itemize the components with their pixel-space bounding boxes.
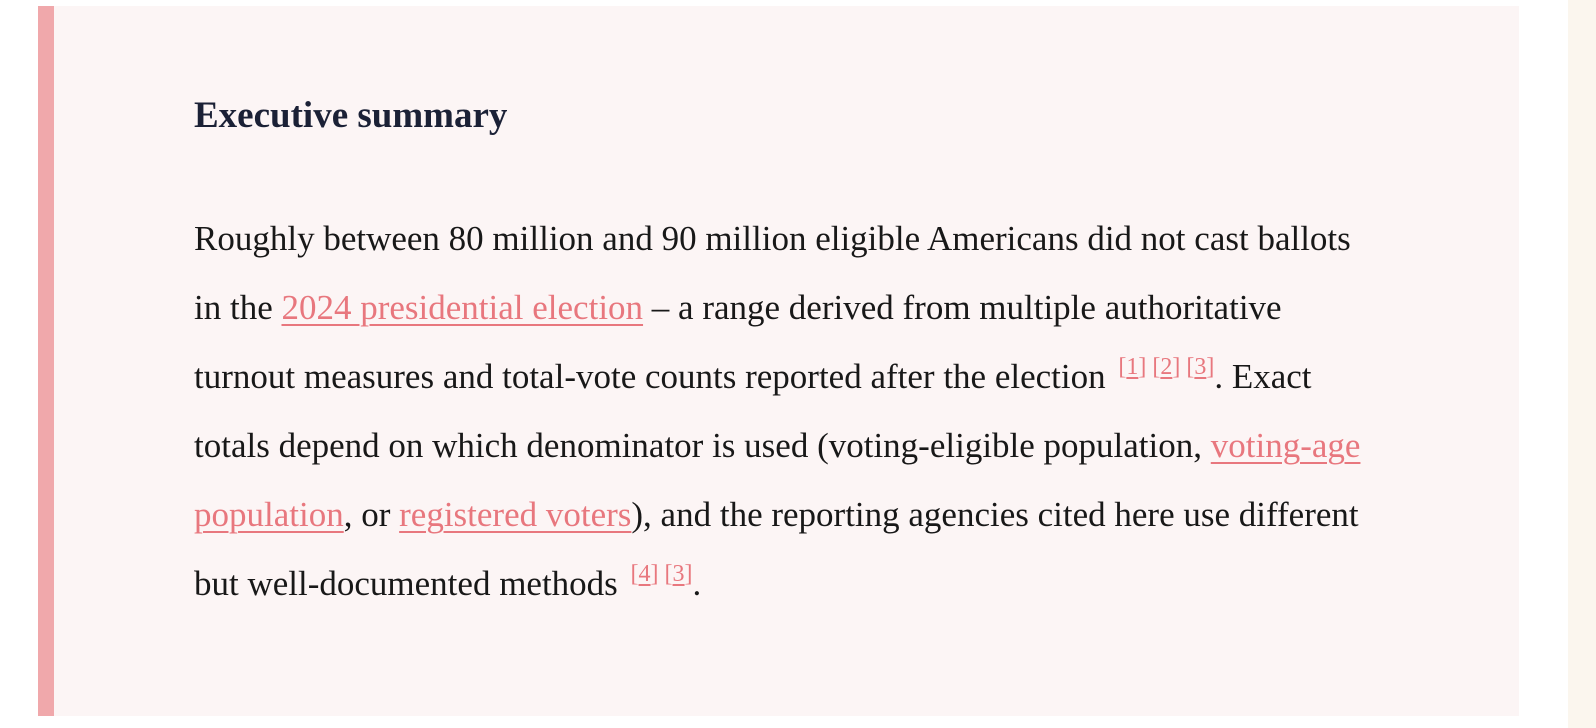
link-2024-presidential-election[interactable]: 2024 presidential election [281,288,644,327]
citation-link-2[interactable]: 2 [1160,354,1173,380]
section-heading: Executive summary [194,95,508,136]
text-segment: ), and the reporting agencies cited here use different but well-documented methods [194,495,1359,603]
citation-link-1[interactable]: 1 [1126,354,1139,380]
link-registered-voters[interactable]: registered voters [399,495,632,534]
text-segment: – a range derived from multiple authoritative turnout measures and total-vote counts reported after the election [194,288,1282,396]
citation-group: [1] [2] [3] [1118,354,1215,380]
citation-group: [4] [3] [630,561,693,587]
citation-link-3[interactable]: 3 [1194,354,1207,380]
link-voting-age-population[interactable]: voting-age population [194,426,1361,534]
page-edge [1568,0,1596,728]
citation-link-3b[interactable]: 3 [672,561,685,587]
text-segment: Roughly between 80 million and 90 million eligible Americans did not cast ballots in the [194,219,1351,327]
summary-card [38,6,1519,716]
text-segment: . [692,564,702,603]
text-segment: . Exact totals depend on which denominator is used (voting-eligible population, [194,357,1312,465]
summary-paragraph [194,204,1374,618]
summary-content [194,92,1374,618]
text-segment: , or [343,495,400,534]
accent-bar [38,6,54,716]
citation-link-4[interactable]: 4 [638,561,651,587]
